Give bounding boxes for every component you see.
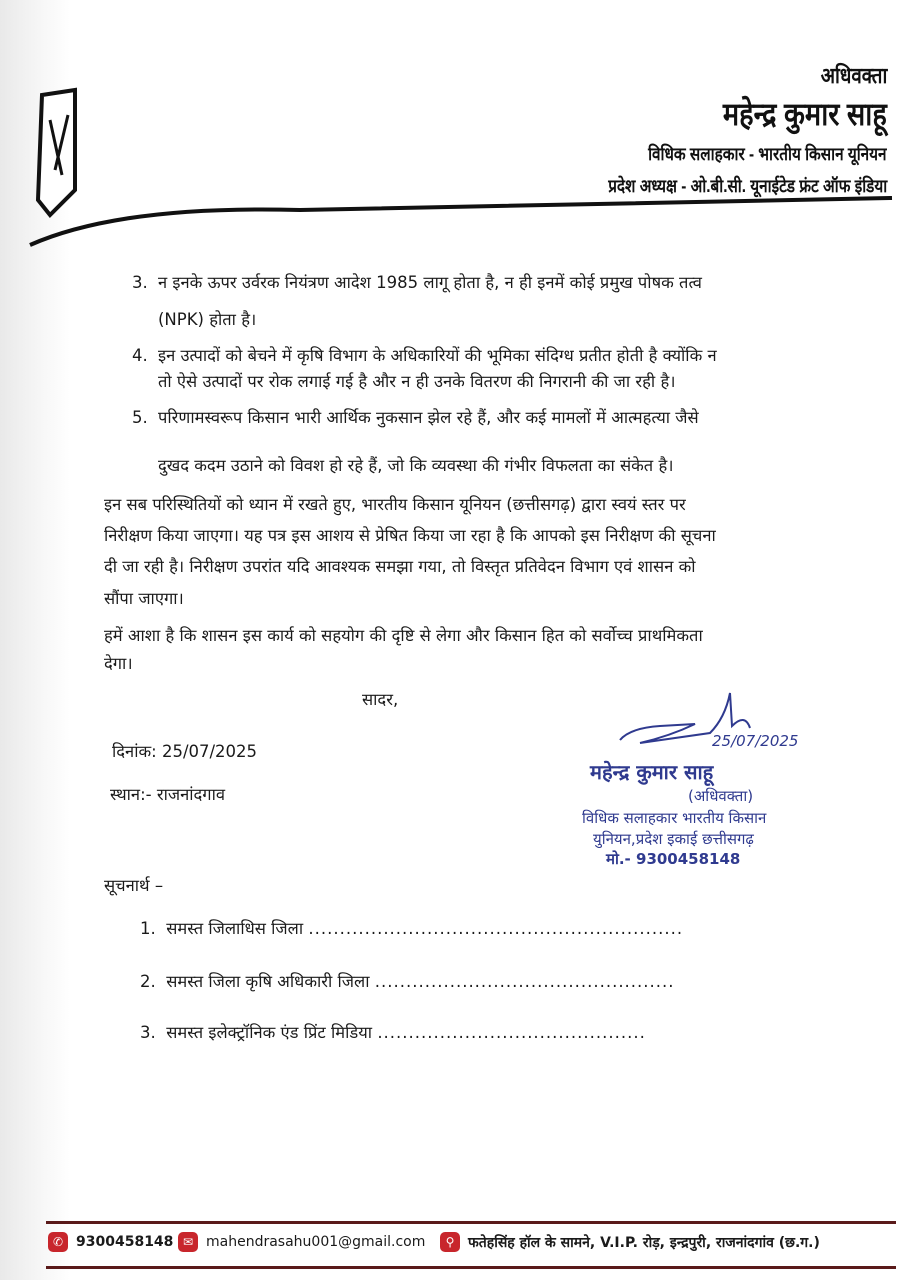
paragraph-line: हमें आशा है कि शासन इस कार्य को सहयोग की दृष्टि से लेगा और किसान हित को सर्वोच्च प्राथमिकता bbox=[104, 626, 703, 645]
footer-phone: ✆ 9300458148 bbox=[48, 1232, 173, 1252]
point-text: तो ऐसे उत्पादों पर रोक लगाई गई है और न ही उनके वितरण की निगरानी की जा रही है। bbox=[158, 372, 676, 391]
stamp-title: (अधिवक्ता) bbox=[688, 787, 754, 805]
paragraph-line: सौंपा जाएगा। bbox=[104, 589, 184, 608]
place: स्थान:- राजनांदगाव bbox=[110, 785, 226, 804]
point-number: 5. bbox=[132, 408, 148, 427]
paragraph-line: दी जा रही है। निरीक्षण उपरांत यदि आवश्यक समझा गया, तो विस्तृत प्रतिवेदन विभाग एवं शासन को bbox=[104, 557, 696, 576]
header-divider bbox=[30, 198, 892, 245]
stamp-mobile: मो.- 9300458148 bbox=[606, 850, 741, 868]
mail-icon: ✉ bbox=[178, 1232, 198, 1252]
point-text: परिणामस्वरूप किसान भारी आर्थिक नुकसान झेल रहे हैं, और कई मामलों में आत्महत्या जैसे bbox=[158, 408, 699, 427]
point-text: दुखद कदम उठाने को विवश हो रहे हैं, जो कि व्यवस्था की गंभीर विफलता का संकेत है। bbox=[158, 456, 674, 475]
stamp-name: महेन्द्र कुमार साहू bbox=[590, 760, 714, 784]
letterhead-line2: प्रदेश अध्यक्ष - ओ.बी.सी. यूनाईटेड फ्रंट ऑफ इंडिया bbox=[608, 176, 887, 196]
stamp-line2: युनियन,प्रदेश इकाई छत्तीसगढ़ bbox=[593, 830, 754, 848]
designation: अधिवक्ता bbox=[820, 63, 887, 88]
date: दिनांक: 25/07/2025 bbox=[112, 742, 258, 761]
letterhead-line1: विधिक सलाहकार - भारतीय किसान यूनियन bbox=[648, 144, 887, 164]
paragraph-line: देगा। bbox=[104, 654, 133, 673]
point-text: न इनके ऊपर उर्वरक नियंत्रण आदेश 1985 लागू होता है, न ही इनमें कोई प्रमुख पोषक तत्व bbox=[158, 273, 702, 292]
cc-item: 3. समस्त इलेक्ट्रॉनिक एंड प्रिंट मिडिया ........................................... bbox=[140, 1023, 646, 1042]
letterhead-name: महेन्द्र कुमार साहू bbox=[723, 96, 887, 132]
cc-item: 1. समस्त जिलाधिस जिला ............................................................ bbox=[140, 919, 684, 938]
stamp-line1: विधिक सलाहकार भारतीय किसान bbox=[582, 809, 767, 827]
paragraph-line: इन सब परिस्थितियों को ध्यान में रखते हुए, भारतीय किसान यूनियन (छत्तीसगढ़) द्वारा स्वयं स्तर पर bbox=[104, 495, 686, 514]
point-text: इन उत्पादों को बेचने में कृषि विभाग के अधिकारियों की भूमिका संदिग्ध प्रतीत होती है क्योंकि न bbox=[158, 346, 717, 365]
cc-item: 2. समस्त जिला कृषि अधिकारी जिला ................................................ bbox=[140, 972, 675, 991]
cc-heading: सूचनार्थ – bbox=[104, 876, 164, 895]
footer-address: ⚲ फतेहसिंह हॉल के सामने, V.I.P. रोड़, इन्द्रपुरी, राजनांदगांव (छ.ग.) bbox=[440, 1232, 820, 1252]
point-number: 4. bbox=[132, 346, 148, 365]
footer-email: ✉ mahendrasahu001@gmail.com bbox=[178, 1232, 425, 1252]
signature-date: 25/07/2025 bbox=[712, 732, 799, 750]
point-number: 3. bbox=[132, 273, 148, 292]
point-text: (NPK) होता है। bbox=[158, 310, 257, 329]
closing: सादर, bbox=[362, 690, 399, 709]
location-pin-icon: ⚲ bbox=[440, 1232, 460, 1252]
footer-top-rule bbox=[46, 1221, 896, 1224]
phone-icon: ✆ bbox=[48, 1232, 68, 1252]
footer-bottom-rule bbox=[46, 1266, 896, 1269]
paragraph-line: निरीक्षण किया जाएगा। यह पत्र इस आशय से प्रेषित किया जा रहा है कि आपको इस निरीक्षण की सूचना bbox=[104, 526, 716, 545]
